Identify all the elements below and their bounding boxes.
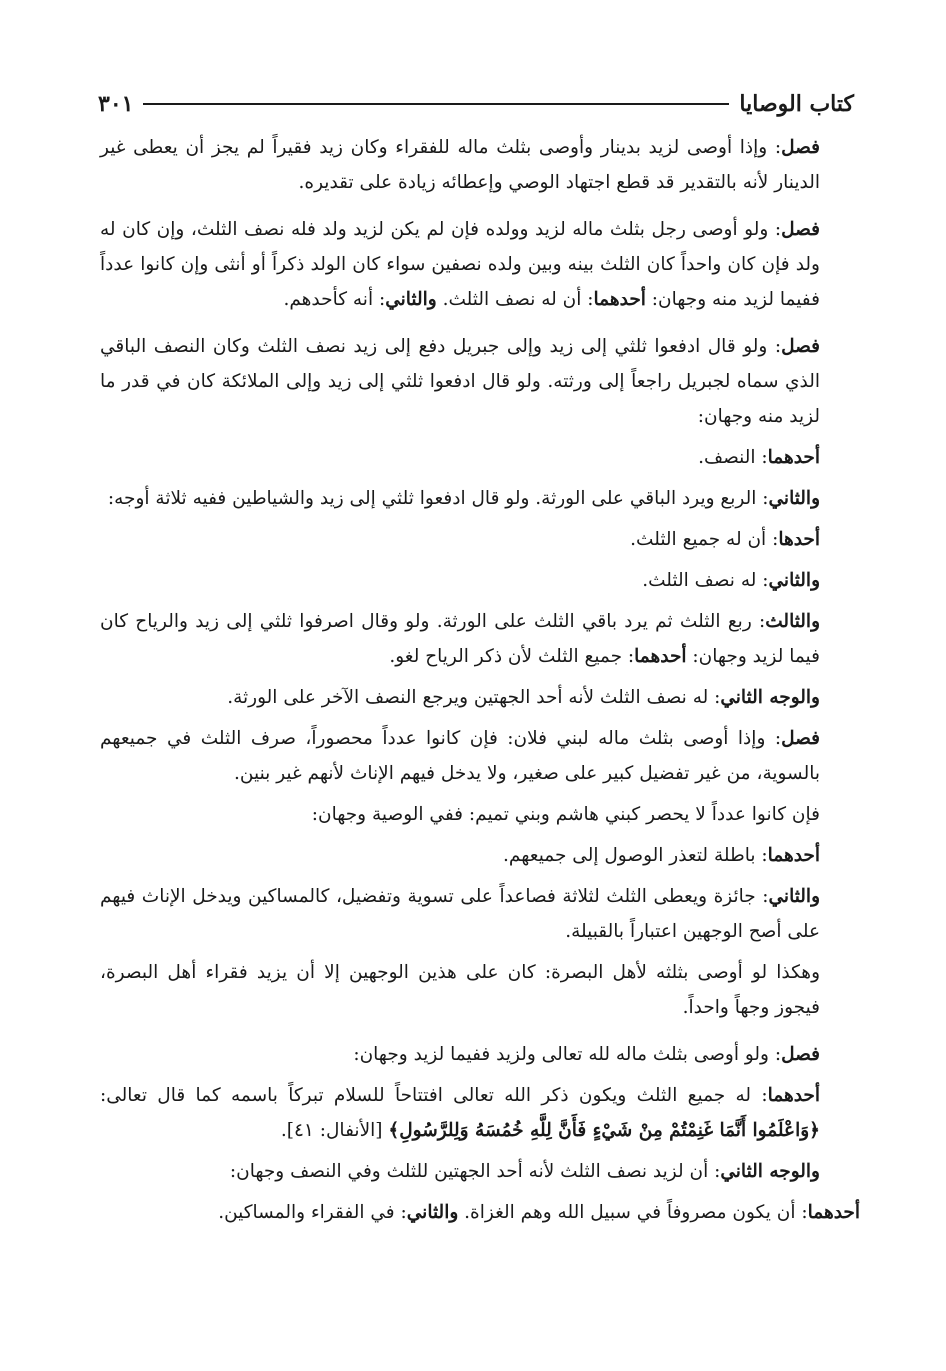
paragraph: [100, 797, 860, 832]
book-title: كتاب الوصايا: [739, 91, 854, 117]
paragraph: [100, 879, 860, 949]
paragraph-text: : جائزة ويعطى الثلث لثلاثة فصاعداً على تسوية وتفضيل، كالمساكين ويدخل الإناث فيهم على أصح الوجهين اعتباراً بالقبيلة.: [100, 886, 820, 942]
section-lead: والثاني: [768, 570, 820, 591]
section-lead: أحدهما: [767, 447, 820, 468]
paragraph: [100, 955, 860, 1025]
paragraph-text: : في الفقراء والمساكين.: [218, 1202, 407, 1223]
paragraph: [100, 329, 860, 434]
paragraph-text: : له جميع الثلث ويكون ذكر الله تعالى افتتاحاً للسلام تبركاً باسمه كما قال تعالى:: [100, 1085, 768, 1106]
paragraph-text: : ولو أوصى رجل بثلث ماله لزيد وولده فإن لم يكن لزيد ولد فله نصف الثلث، وإن كان له ولد فإن كان واحداً كان الثلث بينه وبين ولده نصفين سواء كان الولد ذكراً أو أنثى وإن كانوا عدداً ففيما لزيد منه وجهان:: [100, 219, 820, 310]
paragraph: [100, 680, 860, 715]
paragraph: [100, 1195, 860, 1230]
section-lead: أحدهما: [807, 1202, 860, 1223]
paragraph: [100, 838, 860, 873]
paragraph: [100, 604, 860, 674]
inline-lead: أحدهما: [634, 646, 687, 667]
paragraph: [100, 1154, 860, 1189]
paragraph: [100, 563, 860, 598]
section-lead: أحدها: [778, 529, 820, 550]
paragraph-text: : ربع الثلث ثم يرد باقي الثلث على الورثة. ولو وقال اصرفوا ثلثي إلى زيد والرياح كان فيما لزيد وجهان:: [100, 611, 820, 667]
paragraph-text: : أن يكون مصروفاً في سبيل الله وهم الغزاة.: [458, 1202, 808, 1223]
paragraph: [100, 1037, 860, 1072]
section-lead: أحدهما: [767, 845, 820, 866]
paragraph-text: : النصف.: [698, 447, 768, 468]
paragraph-text: : وإذا أوصى بثلث ماله لبني فلان: فإن كانوا عدداً محصوراً، صرف الثلث في جميعهم بالسوية، من غير تفضيل كبير على صغير، ولا يدخل فيهم الإناث لأنهم غير بنين.: [100, 728, 820, 784]
section-lead: فصل: [781, 137, 820, 158]
page-body: [100, 130, 860, 1236]
paragraph: [100, 130, 860, 200]
paragraph-text: : له نصف الثلث لأنه أحد الجهتين ويرجع النصف الآخر على الورثة.: [227, 687, 721, 708]
paragraph: [100, 522, 860, 557]
paragraph: [100, 721, 860, 791]
inline-lead: والثاني: [385, 289, 437, 310]
paragraph-text: : باطلة لتعذر الوصول إلى جميعهم.: [503, 845, 768, 866]
paragraph: [100, 440, 860, 475]
section-lead: فصل: [781, 1044, 820, 1065]
paragraph-text: فإن كانوا عدداً لا يحصر كبني هاشم وبني تميم: ففي الوصية وجهان:: [311, 804, 820, 825]
paragraph-text: : أنه كأحدهم.: [283, 289, 386, 310]
section-lead: فصل: [781, 336, 820, 357]
paragraph: [100, 1078, 860, 1148]
paragraph-text: : أن له نصف الثلث.: [436, 289, 594, 310]
paragraph-text: : ولو أوصى بثلث ماله لله تعالى ولزيد ففيما لزيد وجهان:: [353, 1044, 782, 1065]
running-header: [98, 84, 854, 124]
page-number: ٣٠١: [98, 91, 134, 117]
quran-verse: ﴿وَاعْلَمُوا أَنَّمَا غَنِمْتُمْ مِنْ شَيْءٍ فَأَنَّ لِلَّهِ خُمُسَهُ وَلِلرَّسُولِ﴾: [388, 1120, 820, 1141]
paragraph: [100, 481, 860, 516]
inline-lead: والثاني: [406, 1202, 459, 1223]
paragraph-text: : ولو قال ادفعوا ثلثي إلى زيد وإلى جبريل دفع إلى زيد نصف الثلث وكان النصف الباقي الذي سماه لجبريل راجعاً إلى ورثته. ولو قال ادفعوا ثلثي إلى زيد وإلى الملائكة كان في قدر ما لزيد منه وجهان:: [100, 336, 820, 427]
paragraph-text: وهكذا لو أوصى بثلثه لأهل البصرة: كان على هذين الوجهين إلا أن يزيد فقراء أهل البصرة، فيجوز وجهاً واحداً.: [100, 962, 820, 1018]
inline-lead: أحدهما: [593, 289, 646, 310]
section-lead: أحدهما: [767, 1085, 820, 1106]
paragraph-text: : جميع الثلث لأن ذكر الرياح لغو.: [389, 646, 635, 667]
section-lead: والثالث: [765, 611, 820, 632]
paragraph: [100, 212, 860, 317]
section-lead: فصل: [781, 219, 820, 240]
paragraph-text: : أن لزيد نصف الثلث لأنه أحد الجهتين للثلث وفي النصف وجهان:: [229, 1161, 721, 1182]
paragraph-text: : الربع ويرد الباقي على الورثة. ولو قال ادفعوا ثلثي إلى زيد والشياطين ففيه ثلاثة أوجه:: [107, 488, 769, 509]
paragraph-text: : له نصف الثلث.: [642, 570, 769, 591]
section-lead: والوجه الثاني: [720, 1161, 820, 1182]
section-lead: والثاني: [768, 488, 820, 509]
paragraph-text: : وإذا أوصى لزيد بدينار وأوصى بثلث ماله للفقراء وكان زيد فقيراً لم يجز أن يعطى غير الدينار لأنه بالتقدير قد قطع اجتهاد الوصي وإعطائه زيادة على تقديره.: [100, 137, 820, 193]
header-rule: [143, 103, 729, 105]
verse-reference: [الأنفال: ٤١].: [280, 1120, 389, 1141]
paragraph-text: : أن له جميع الثلث.: [630, 529, 779, 550]
section-lead: والوجه الثاني: [720, 687, 820, 708]
section-lead: والثاني: [768, 886, 820, 907]
section-lead: فصل: [781, 728, 820, 749]
